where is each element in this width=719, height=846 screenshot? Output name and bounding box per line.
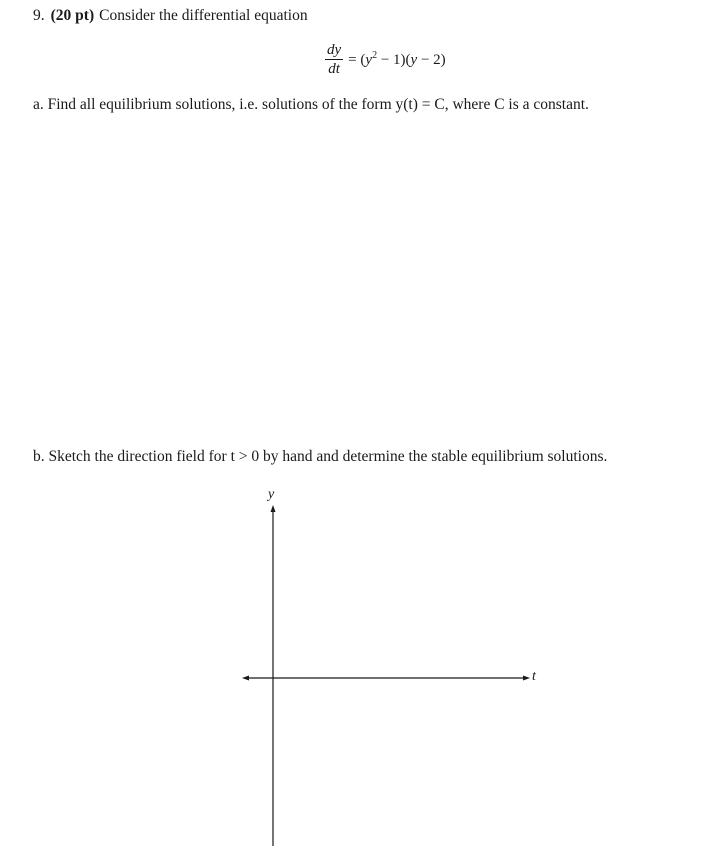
question-prompt: Consider the differential equation [99, 7, 308, 24]
question-points: (20 pt) [50, 7, 95, 24]
y-axis-label: y [268, 487, 275, 502]
y-axis-arrowhead [271, 505, 276, 512]
rhs-middle: − 1)( [377, 51, 411, 68]
question-header [33, 7, 308, 25]
t-axis-right-arrowhead [523, 676, 530, 681]
t-axis-label: t [532, 669, 536, 684]
rhs-var-1: y [365, 51, 373, 68]
fraction-denominator: dt [328, 60, 340, 77]
equation-rhs [348, 50, 445, 69]
differential-equation [325, 39, 446, 79]
t-axis-left-arrowhead [242, 676, 249, 681]
question-number: 9. [33, 7, 45, 24]
part-b-prompt: b. Sketch the direction field for t > 0 by hand and determine the stable equilibrium solutions. [33, 448, 608, 465]
fraction-bar [325, 59, 343, 60]
rhs-prefix: = ( [348, 51, 366, 68]
fraction-numerator: dy [327, 41, 342, 58]
derivative-fraction [325, 42, 343, 77]
part-a-prompt: a. Find all equilibrium solutions, i.e. solutions of the form y(t) = C, where C is a constant. [33, 96, 589, 113]
rhs-var-2: y [410, 51, 418, 68]
rhs-exponent: 2 [372, 49, 378, 61]
rhs-suffix: − 2) [417, 51, 446, 68]
